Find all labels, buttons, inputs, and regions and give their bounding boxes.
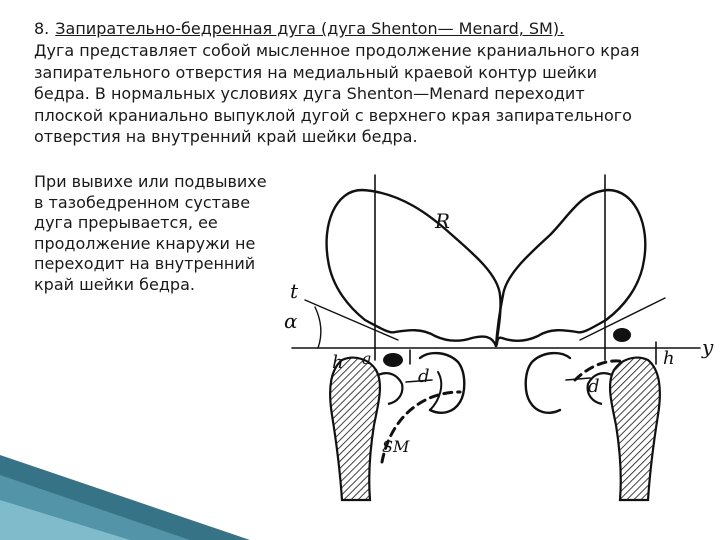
side-line: в тазобедренном суставе	[34, 192, 251, 212]
side-line: продолжение кнаружи не	[34, 233, 256, 253]
left-ossification-nucleus	[383, 353, 403, 367]
label-d-right: d	[588, 376, 600, 397]
label-r: R	[435, 209, 451, 233]
side-line: край шейки бедра.	[34, 274, 195, 294]
lead-line: запирательного отверстия на медиальный краевой контур шейки	[34, 62, 598, 82]
corner-decoration	[0, 430, 280, 540]
label-sm: SM	[382, 437, 410, 456]
side-line: переходит на внутренний	[34, 254, 256, 273]
lead-line: отверстия на внутренний край шейки бедра.	[34, 127, 418, 146]
right-ossification-nucleus	[613, 328, 631, 342]
lead-line: бедра. В нормальных условиях дуга Shenton—Menard переходит	[34, 84, 585, 103]
left-acetabulum-inner	[430, 372, 441, 410]
left-femoral-head	[378, 373, 402, 404]
lead-paragraph	[34, 40, 706, 148]
label-y: y	[702, 335, 714, 359]
lead-line: плоской краниально выпуклой дугой с верхнего края запирательного	[34, 105, 632, 125]
right-iliac-wing	[496, 190, 645, 346]
left-femur	[330, 358, 380, 500]
right-acetabulum	[526, 353, 570, 413]
hip-diagram	[270, 170, 720, 540]
label-a: a	[362, 349, 372, 368]
left-iliac-wing	[327, 190, 501, 346]
side-line: дуга прерывается, ее	[34, 213, 218, 232]
label-h-left: h	[332, 352, 344, 373]
side-line: При вывихе или подвывихе	[34, 172, 267, 191]
label-d-left: d	[418, 366, 430, 387]
side-paragraph	[34, 172, 294, 295]
alpha-angle-arc	[315, 307, 321, 348]
right-femur	[610, 358, 660, 500]
label-alpha: α	[284, 309, 298, 333]
lead-line: Дуга представляет собой мысленное продолжение краниального края	[34, 41, 640, 60]
heading-title: Запирательно-бедренная дуга (дуга Shenton— Menard, SM).	[55, 19, 565, 38]
heading-number: 8.	[34, 19, 50, 38]
slide-heading	[34, 18, 704, 39]
label-h-right: h	[663, 348, 675, 369]
label-t: t	[290, 279, 299, 303]
